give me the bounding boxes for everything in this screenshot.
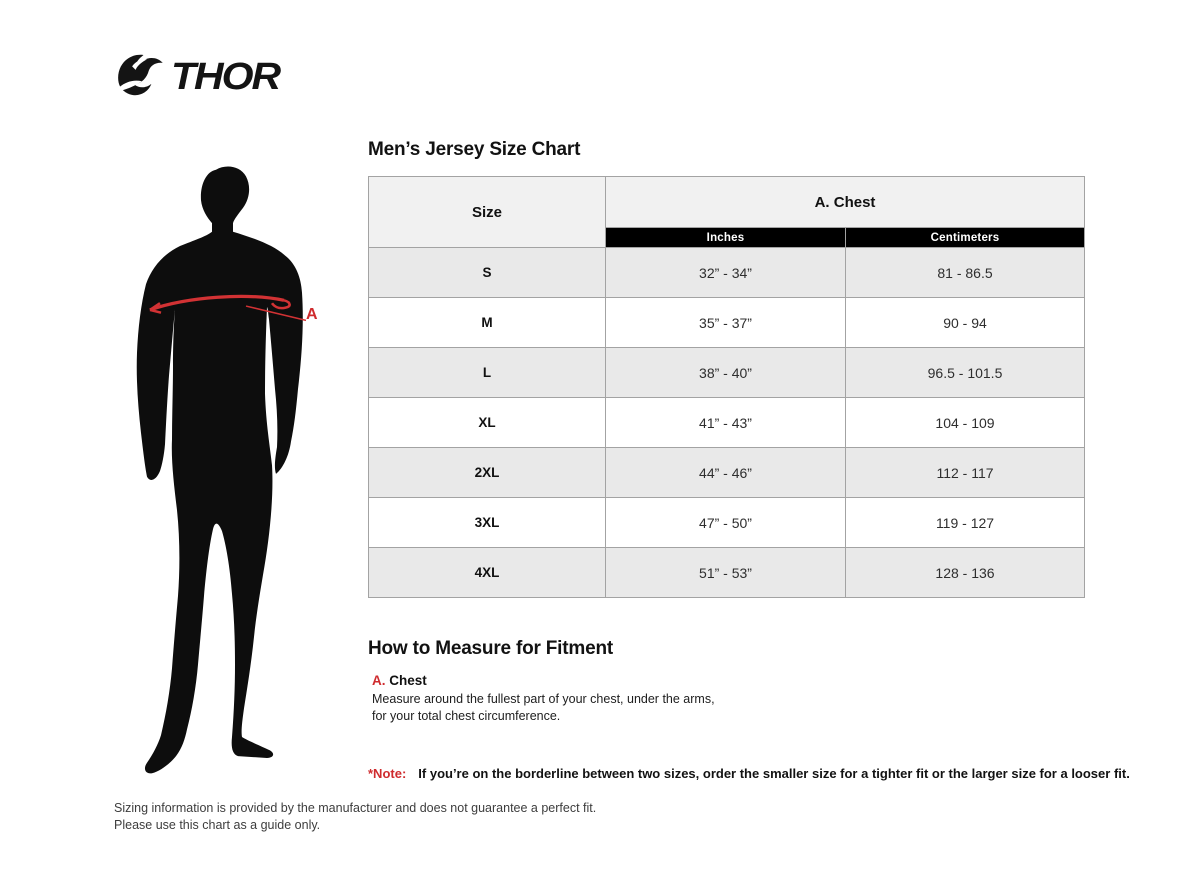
disclaimer-text <box>114 800 596 835</box>
note-text: If you’re on the borderline between two sizes, order the smaller size for a tighter fit or the larger size for a looser fit. <box>418 766 1130 781</box>
how-to-measure-heading: How to Measure for Fitment <box>368 638 613 659</box>
size-row-L <box>369 348 1085 398</box>
inches-cell: 51” - 53” <box>606 548 846 598</box>
disclaimer-line-2: Please use this chart as a guide only. <box>114 818 321 833</box>
centimeters-cell: 81 - 86.5 <box>846 248 1085 298</box>
size-cell: 4XL <box>369 548 606 598</box>
centimeters-cell: 96.5 - 101.5 <box>846 348 1085 398</box>
centimeters-cell: 90 - 94 <box>846 298 1085 348</box>
centimeters-cell: 112 - 117 <box>846 448 1085 498</box>
inches-unit-header: Inches <box>606 228 846 248</box>
note-prefix: *Note: <box>368 766 407 781</box>
size-row-M <box>369 298 1085 348</box>
inches-cell: 41” - 43” <box>606 398 846 448</box>
centimeters-unit-header: Centimeters <box>846 228 1085 248</box>
size-row-3XL <box>369 498 1085 548</box>
measure-item-description: Measure around the fullest part of your chest, under the arms, for your total chest circumference. <box>372 692 715 723</box>
size-cell: S <box>369 248 606 298</box>
measure-item-chest <box>372 673 752 724</box>
centimeters-cell: 128 - 136 <box>846 548 1085 598</box>
size-chart-table <box>368 176 1085 598</box>
centimeters-cell: 104 - 109 <box>846 398 1085 448</box>
size-cell: L <box>369 348 606 398</box>
inches-cell: 32” - 34” <box>606 248 846 298</box>
size-table-body <box>369 248 1085 598</box>
inches-cell: 47” - 50” <box>606 498 846 548</box>
measure-item-key: A. <box>372 673 386 688</box>
size-row-S <box>369 248 1085 298</box>
measure-item-label <box>372 673 752 688</box>
centimeters-cell: 119 - 127 <box>846 498 1085 548</box>
size-cell: XL <box>369 398 606 448</box>
body-silhouette-figure <box>128 164 332 778</box>
male-silhouette-icon <box>128 164 332 778</box>
size-cell: 3XL <box>369 498 606 548</box>
size-chart-title: Men’s Jersey Size Chart <box>368 139 581 160</box>
disclaimer-line-1: Sizing information is provided by the manufacturer and does not guarantee a perfect fit. <box>114 801 597 815</box>
inches-cell: 35” - 37” <box>606 298 846 348</box>
size-row-XL <box>369 398 1085 448</box>
brand-logo <box>112 46 279 106</box>
size-cell: 2XL <box>369 448 606 498</box>
size-row-2XL <box>369 448 1085 498</box>
inches-cell: 38” - 40” <box>606 348 846 398</box>
sizing-note <box>368 766 1130 781</box>
inches-cell: 44” - 46” <box>606 448 846 498</box>
thor-goat-icon <box>112 47 168 105</box>
chest-measure-label: A <box>306 306 318 323</box>
brand-wordmark: THOR <box>171 54 280 97</box>
chest-group-header: A. Chest <box>606 177 1085 228</box>
size-row-4XL <box>369 548 1085 598</box>
measure-item-name: Chest <box>389 673 427 688</box>
size-cell: M <box>369 298 606 348</box>
size-column-header: Size <box>369 177 606 248</box>
